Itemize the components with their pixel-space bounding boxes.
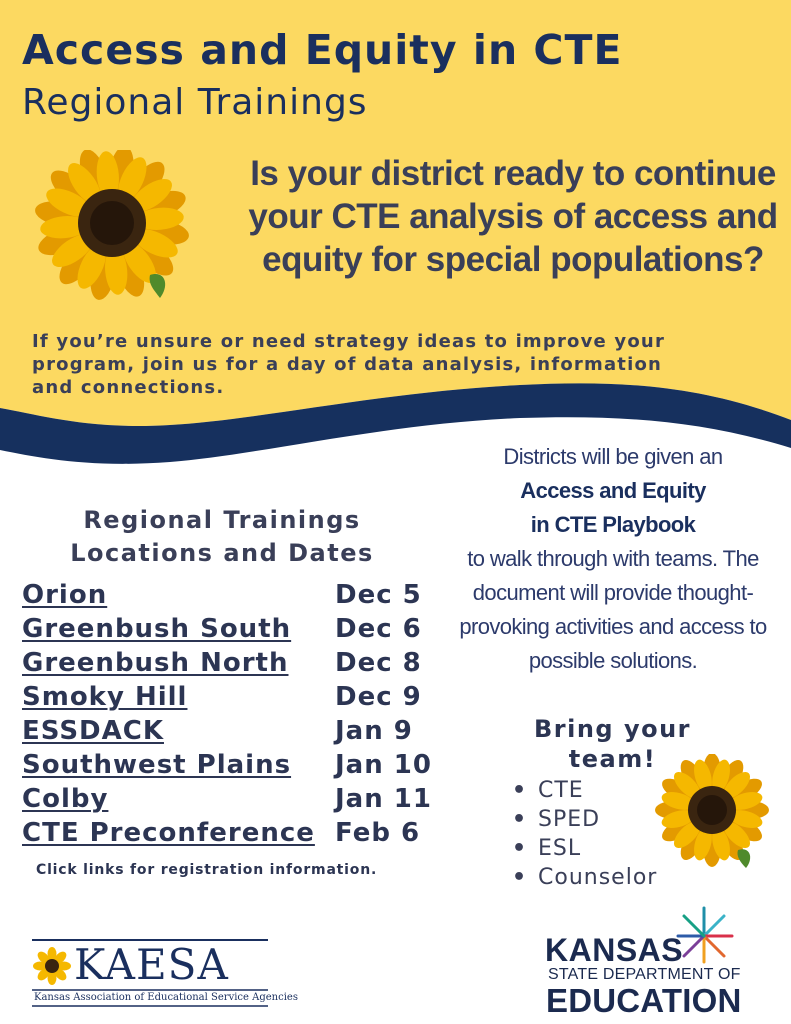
kaesa-full-name: Kansas Association of Educational Service Agencies [34, 992, 298, 1003]
kaesa-wordmark: KAESA [74, 940, 229, 989]
location-date: Feb 6 [335, 818, 421, 848]
location-link-cte-preconference[interactable]: CTE Preconference [22, 818, 315, 848]
location-link-essdack[interactable]: ESSDACK [22, 716, 164, 746]
location-row [22, 750, 442, 784]
location-date: Jan 10 [335, 750, 432, 780]
ksde-line3: EDUCATION [546, 982, 742, 1019]
location-row [22, 716, 442, 750]
schedule-heading [22, 504, 422, 570]
schedule-heading-line2: Locations and Dates [70, 539, 374, 567]
location-link-orion[interactable]: Orion [22, 580, 108, 610]
location-date: Dec 9 [335, 682, 422, 712]
team-list [512, 778, 657, 894]
team-member-item: • SPED [512, 807, 657, 836]
sunflower-image [30, 150, 196, 300]
bring-team-heading: Bring your team! [533, 715, 692, 773]
playbook-title-line1: Access and Equity [520, 478, 706, 503]
location-row [22, 580, 442, 614]
location-date: Jan 11 [335, 784, 432, 814]
location-link-greenbush-north[interactable]: Greenbush North [22, 648, 289, 678]
location-link-colby[interactable]: Colby [22, 784, 109, 814]
team-member-item: • CTE [512, 778, 657, 807]
playbook-title-line2: in CTE Playbook [530, 512, 696, 537]
ksde-line1: KANSAS [545, 932, 684, 968]
location-row [22, 784, 442, 818]
page-subtitle: Regional Trainings [22, 82, 368, 123]
page-title: Access and Equity in CTE [22, 26, 623, 74]
sunflower-small-image [652, 754, 772, 870]
location-row [22, 682, 442, 716]
location-date: Dec 8 [335, 648, 422, 678]
team-member-item: • ESL [512, 836, 657, 865]
playbook-line1: Districts will be given an [503, 444, 723, 469]
headline-question: Is your district ready to continue your CTE analysis of access and equity for special populations? [248, 154, 778, 279]
location-date: Dec 6 [335, 614, 422, 644]
playbook-description [435, 440, 791, 678]
location-link-southwest-plains[interactable]: Southwest Plains [22, 750, 292, 780]
locations-list [22, 580, 442, 852]
star-burst-icon [674, 904, 738, 968]
ksde-line2: STATE DEPARTMENT OF [548, 966, 741, 983]
location-link-smoky-hill[interactable]: Smoky Hill [22, 682, 188, 712]
location-row [22, 648, 442, 682]
team-member-item: • Counselor [512, 865, 657, 894]
location-date: Jan 9 [335, 716, 413, 746]
location-date: Dec 5 [335, 580, 422, 610]
location-link-greenbush-south[interactable]: Greenbush South [22, 614, 292, 644]
playbook-details: to walk through with teams. The document will provide thought-provoking activities and access to possible solutions. [459, 546, 767, 673]
location-row [22, 614, 442, 648]
intro-text: If you’re unsure or need strategy ideas to improve your program, join us for a day of data analysis, information and connections. [32, 331, 666, 398]
location-row [22, 818, 442, 852]
registration-note: Click links for registration information. [36, 862, 378, 878]
sunflower-icon [33, 947, 71, 985]
schedule-heading-line1: Regional Trainings [83, 506, 361, 534]
